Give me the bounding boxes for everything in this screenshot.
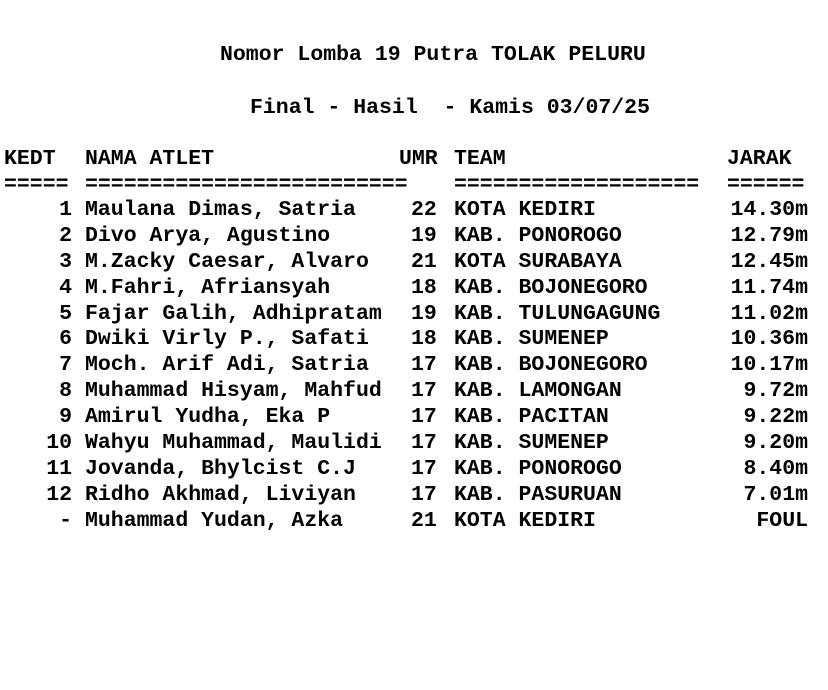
event-title: Nomor Lomba 19 Putra TOLAK PELURU xyxy=(220,43,646,67)
column-header-kedt: KEDT xyxy=(4,147,56,171)
result-age: 17 xyxy=(411,482,437,507)
result-row xyxy=(0,275,808,302)
result-age: 17 xyxy=(411,405,437,430)
result-distance: 12.45m xyxy=(730,249,808,274)
column-header-umr: UMR xyxy=(399,147,438,171)
result-athlete-name: Dwiki Virly P., Safati xyxy=(85,327,369,352)
result-distance: FOUL xyxy=(756,508,808,533)
result-age: 17 xyxy=(411,353,437,378)
result-athlete-name: Muhammad Hisyam, Mahfud xyxy=(85,379,382,404)
result-team: KOTA KEDIRI xyxy=(454,198,596,222)
results-table xyxy=(0,198,808,535)
result-age: 21 xyxy=(411,508,437,533)
result-age: 22 xyxy=(411,198,437,222)
result-age: 19 xyxy=(411,223,437,248)
result-team: KAB. PASURUAN xyxy=(454,482,622,507)
event-subtitle: Final - Hasil - Kamis 03/07/25 xyxy=(250,96,650,120)
result-distance: 7.01m xyxy=(743,482,808,507)
result-rank: 4 xyxy=(59,275,72,300)
result-age: 17 xyxy=(411,456,437,481)
result-athlete-name: Ridho Akhmad, Liviyan xyxy=(85,482,356,507)
result-distance: 8.40m xyxy=(743,456,808,481)
result-athlete-name: M.Zacky Caesar, Alvaro xyxy=(85,249,369,274)
result-row xyxy=(0,379,808,405)
result-team: KAB. SUMENEP xyxy=(454,327,609,352)
result-distance: 11.02m xyxy=(730,301,808,326)
result-age: 18 xyxy=(411,275,437,300)
result-distance: 12.79m xyxy=(730,223,808,248)
result-row xyxy=(0,431,808,457)
result-row xyxy=(0,508,808,535)
result-distance: 11.74m xyxy=(730,275,808,300)
result-age: 18 xyxy=(411,327,437,352)
result-athlete-name: M.Fahri, Afriansyah xyxy=(85,275,331,300)
result-row xyxy=(0,482,808,509)
result-athlete-name: Fajar Galih, Adhipratam xyxy=(85,301,382,326)
result-team: KOTA SURABAYA xyxy=(454,249,622,274)
result-rank: 1 xyxy=(59,198,72,222)
result-distance: 10.17m xyxy=(730,353,808,378)
result-rank: 12 xyxy=(46,482,72,507)
result-row xyxy=(0,249,808,276)
result-age: 21 xyxy=(411,249,437,274)
result-age: 19 xyxy=(411,301,437,326)
separator-nama: ========================= xyxy=(85,173,408,197)
result-row xyxy=(0,223,808,250)
result-team: KAB. BOJONEGORO xyxy=(454,353,648,378)
result-team: KOTA KEDIRI xyxy=(454,508,596,533)
result-athlete-name: Wahyu Muhammad, Maulidi xyxy=(85,431,382,456)
result-team: KAB. BOJONEGORO xyxy=(454,275,648,300)
result-rank: 7 xyxy=(59,353,72,378)
result-row xyxy=(0,353,808,379)
result-rank: 9 xyxy=(59,405,72,430)
result-rank: 10 xyxy=(46,431,72,456)
result-rank: 11 xyxy=(46,456,72,481)
column-header-nama: NAMA ATLET xyxy=(85,147,215,171)
column-header-jarak: JARAK xyxy=(727,147,792,171)
result-rank: - xyxy=(59,508,72,533)
column-header-row xyxy=(0,146,792,172)
result-athlete-name: Divo Arya, Agustino xyxy=(85,223,331,248)
result-row xyxy=(0,301,808,328)
result-rank: 3 xyxy=(59,249,72,274)
result-age: 17 xyxy=(411,431,437,456)
result-team: KAB. PACITAN xyxy=(454,405,609,430)
result-distance: 9.72m xyxy=(743,379,808,404)
result-athlete-name: Moch. Arif Adi, Satria xyxy=(85,353,369,378)
result-rank: 6 xyxy=(59,327,72,352)
result-team: KAB. TULUNGAGUNG xyxy=(454,301,661,326)
result-row xyxy=(0,198,808,224)
column-header-team: TEAM xyxy=(454,147,506,171)
result-age: 17 xyxy=(411,379,437,404)
result-rank: 5 xyxy=(59,301,72,326)
result-distance: 14.30m xyxy=(730,198,808,222)
result-distance: 9.20m xyxy=(743,431,808,456)
result-row xyxy=(0,405,808,431)
result-athlete-name: Muhammad Yudan, Azka xyxy=(85,508,344,533)
result-athlete-name: Jovanda, Bhylcist C.J xyxy=(85,456,356,481)
result-team: KAB. SUMENEP xyxy=(454,431,609,456)
result-rank: 8 xyxy=(59,379,72,404)
separator-jarak: ====== xyxy=(727,173,805,197)
result-team: KAB. PONOROGO xyxy=(454,223,622,248)
result-team: KAB. PONOROGO xyxy=(454,456,622,481)
separator-kedt: ===== xyxy=(4,173,69,197)
result-distance: 10.36m xyxy=(730,327,808,352)
separator-row xyxy=(0,172,805,198)
result-distance: 9.22m xyxy=(743,405,808,430)
result-athlete-name: Maulana Dimas, Satria xyxy=(85,198,356,222)
result-athlete-name: Amirul Yudha, Eka P xyxy=(85,405,331,430)
separator-team: =================== xyxy=(454,173,700,197)
result-team: KAB. LAMONGAN xyxy=(454,379,622,404)
result-row xyxy=(0,327,808,353)
result-rank: 2 xyxy=(59,223,72,248)
result-row xyxy=(0,456,808,483)
